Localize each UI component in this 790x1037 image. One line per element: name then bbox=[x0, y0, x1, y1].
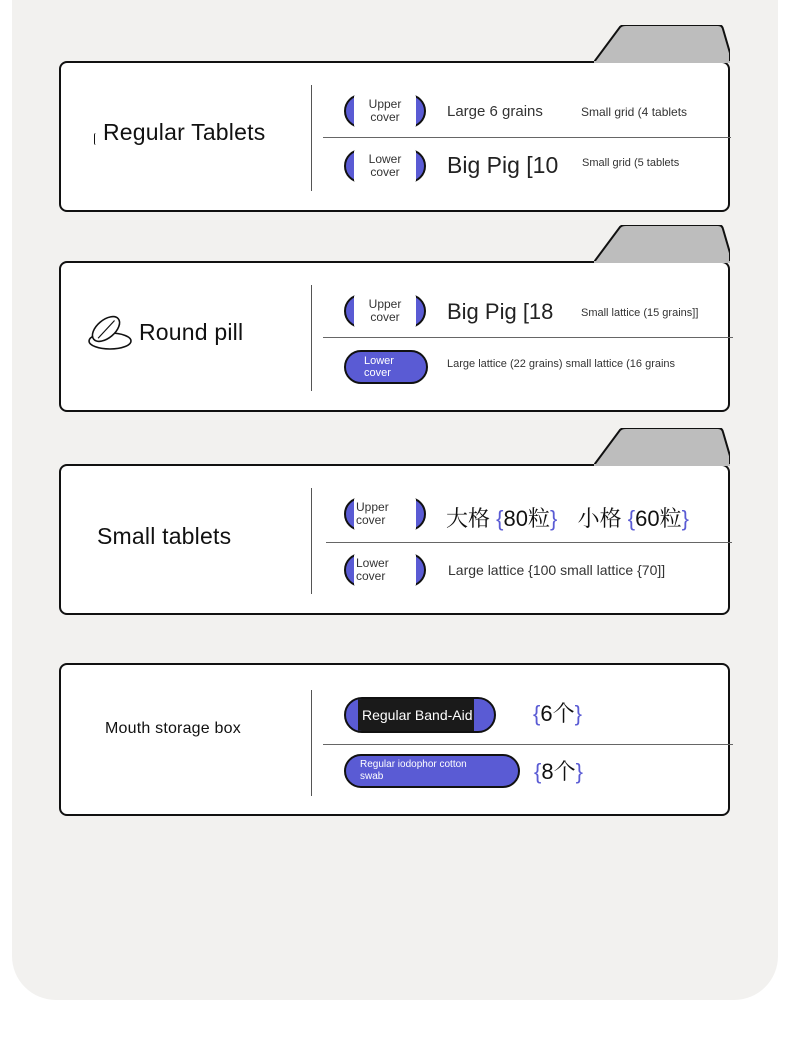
vertical-divider bbox=[311, 85, 312, 191]
folder-tab bbox=[594, 428, 730, 466]
upper-cover-label: Upper cover bbox=[356, 500, 389, 527]
cotton-swab-label: Regular iodophor cotton swab bbox=[360, 759, 467, 782]
upper-cover-label: Upper cover bbox=[368, 97, 402, 124]
upper-cover-capsule bbox=[344, 94, 426, 128]
cotton-swab-pill bbox=[344, 754, 520, 788]
cotton-swab-count-value: 8个 bbox=[541, 759, 576, 784]
big-grid-label: 大格 bbox=[446, 506, 491, 531]
lower-cover-label: Lower cover bbox=[368, 152, 402, 179]
card-mouth-storage-box bbox=[59, 663, 730, 816]
title-prefix-mark bbox=[94, 133, 98, 145]
band-aid-open-brace: { bbox=[533, 701, 541, 726]
card-title: Regular Tablets bbox=[103, 119, 266, 145]
horizontal-divider bbox=[323, 744, 733, 745]
vertical-divider bbox=[311, 285, 312, 391]
small-grid-open-brace: { bbox=[627, 506, 636, 531]
small-grid-label: 小格 bbox=[577, 506, 622, 531]
upper-cover-label: Upper cover bbox=[368, 297, 402, 324]
horizontal-divider bbox=[326, 542, 732, 543]
horizontal-divider bbox=[323, 137, 731, 138]
lower-cover-label: Lower cover bbox=[356, 556, 389, 583]
big-grid-value: 80粒 bbox=[503, 506, 550, 531]
cotton-swab-open-brace: { bbox=[534, 759, 542, 784]
lower-sub-text: Small grid (5 tablets bbox=[582, 157, 680, 169]
lower-cover-label: Lower cover bbox=[364, 355, 394, 379]
upper-main-text: Big Pig [18 bbox=[447, 299, 554, 324]
cotton-swab-count bbox=[534, 755, 583, 786]
horizontal-divider bbox=[323, 337, 733, 338]
upper-grid-values bbox=[446, 502, 689, 533]
folder-tab bbox=[594, 25, 730, 63]
upper-cover-capsule bbox=[344, 497, 426, 531]
vertical-divider bbox=[311, 690, 312, 796]
upper-main-text: Large 6 grains bbox=[447, 103, 543, 120]
big-grid-open-brace: { bbox=[496, 506, 504, 531]
big-grid-close-brace: } bbox=[549, 506, 558, 531]
lower-main-text: Large lattice {100 small lattice {70]] bbox=[448, 562, 666, 578]
band-aid-count bbox=[533, 697, 582, 728]
lower-cover-pill bbox=[344, 350, 428, 384]
cotton-swab-close-brace: } bbox=[575, 759, 583, 784]
card-title: Small tablets bbox=[97, 523, 232, 549]
folder-tab bbox=[594, 225, 730, 263]
vertical-divider bbox=[311, 488, 312, 594]
card-regular-tablets bbox=[59, 61, 730, 212]
upper-sub-text: Small lattice (15 grains]] bbox=[581, 307, 699, 319]
band-aid-count-value: 6个 bbox=[540, 701, 575, 726]
band-aid-pill bbox=[344, 697, 496, 733]
lower-main-text: Large lattice (22 grains) small lattice (16 grains bbox=[447, 358, 676, 370]
card-title: Round pill bbox=[139, 319, 244, 345]
lower-cover-capsule bbox=[344, 149, 426, 183]
card-small-tablets bbox=[59, 464, 730, 615]
round-pill-icon bbox=[88, 311, 136, 351]
lower-main-text: Big Pig [10 bbox=[447, 152, 559, 178]
upper-cover-capsule bbox=[344, 294, 426, 328]
small-grid-close-brace: } bbox=[681, 506, 689, 531]
lower-cover-capsule bbox=[344, 553, 426, 587]
card-title: Mouth storage box bbox=[105, 720, 241, 737]
band-aid-close-brace: } bbox=[574, 701, 582, 726]
upper-sub-text: Small grid (4 tablets bbox=[581, 105, 688, 119]
band-aid-label: Regular Band-Aid bbox=[358, 699, 474, 731]
card-round-pill bbox=[59, 261, 730, 412]
small-grid-value: 60粒 bbox=[635, 506, 682, 531]
